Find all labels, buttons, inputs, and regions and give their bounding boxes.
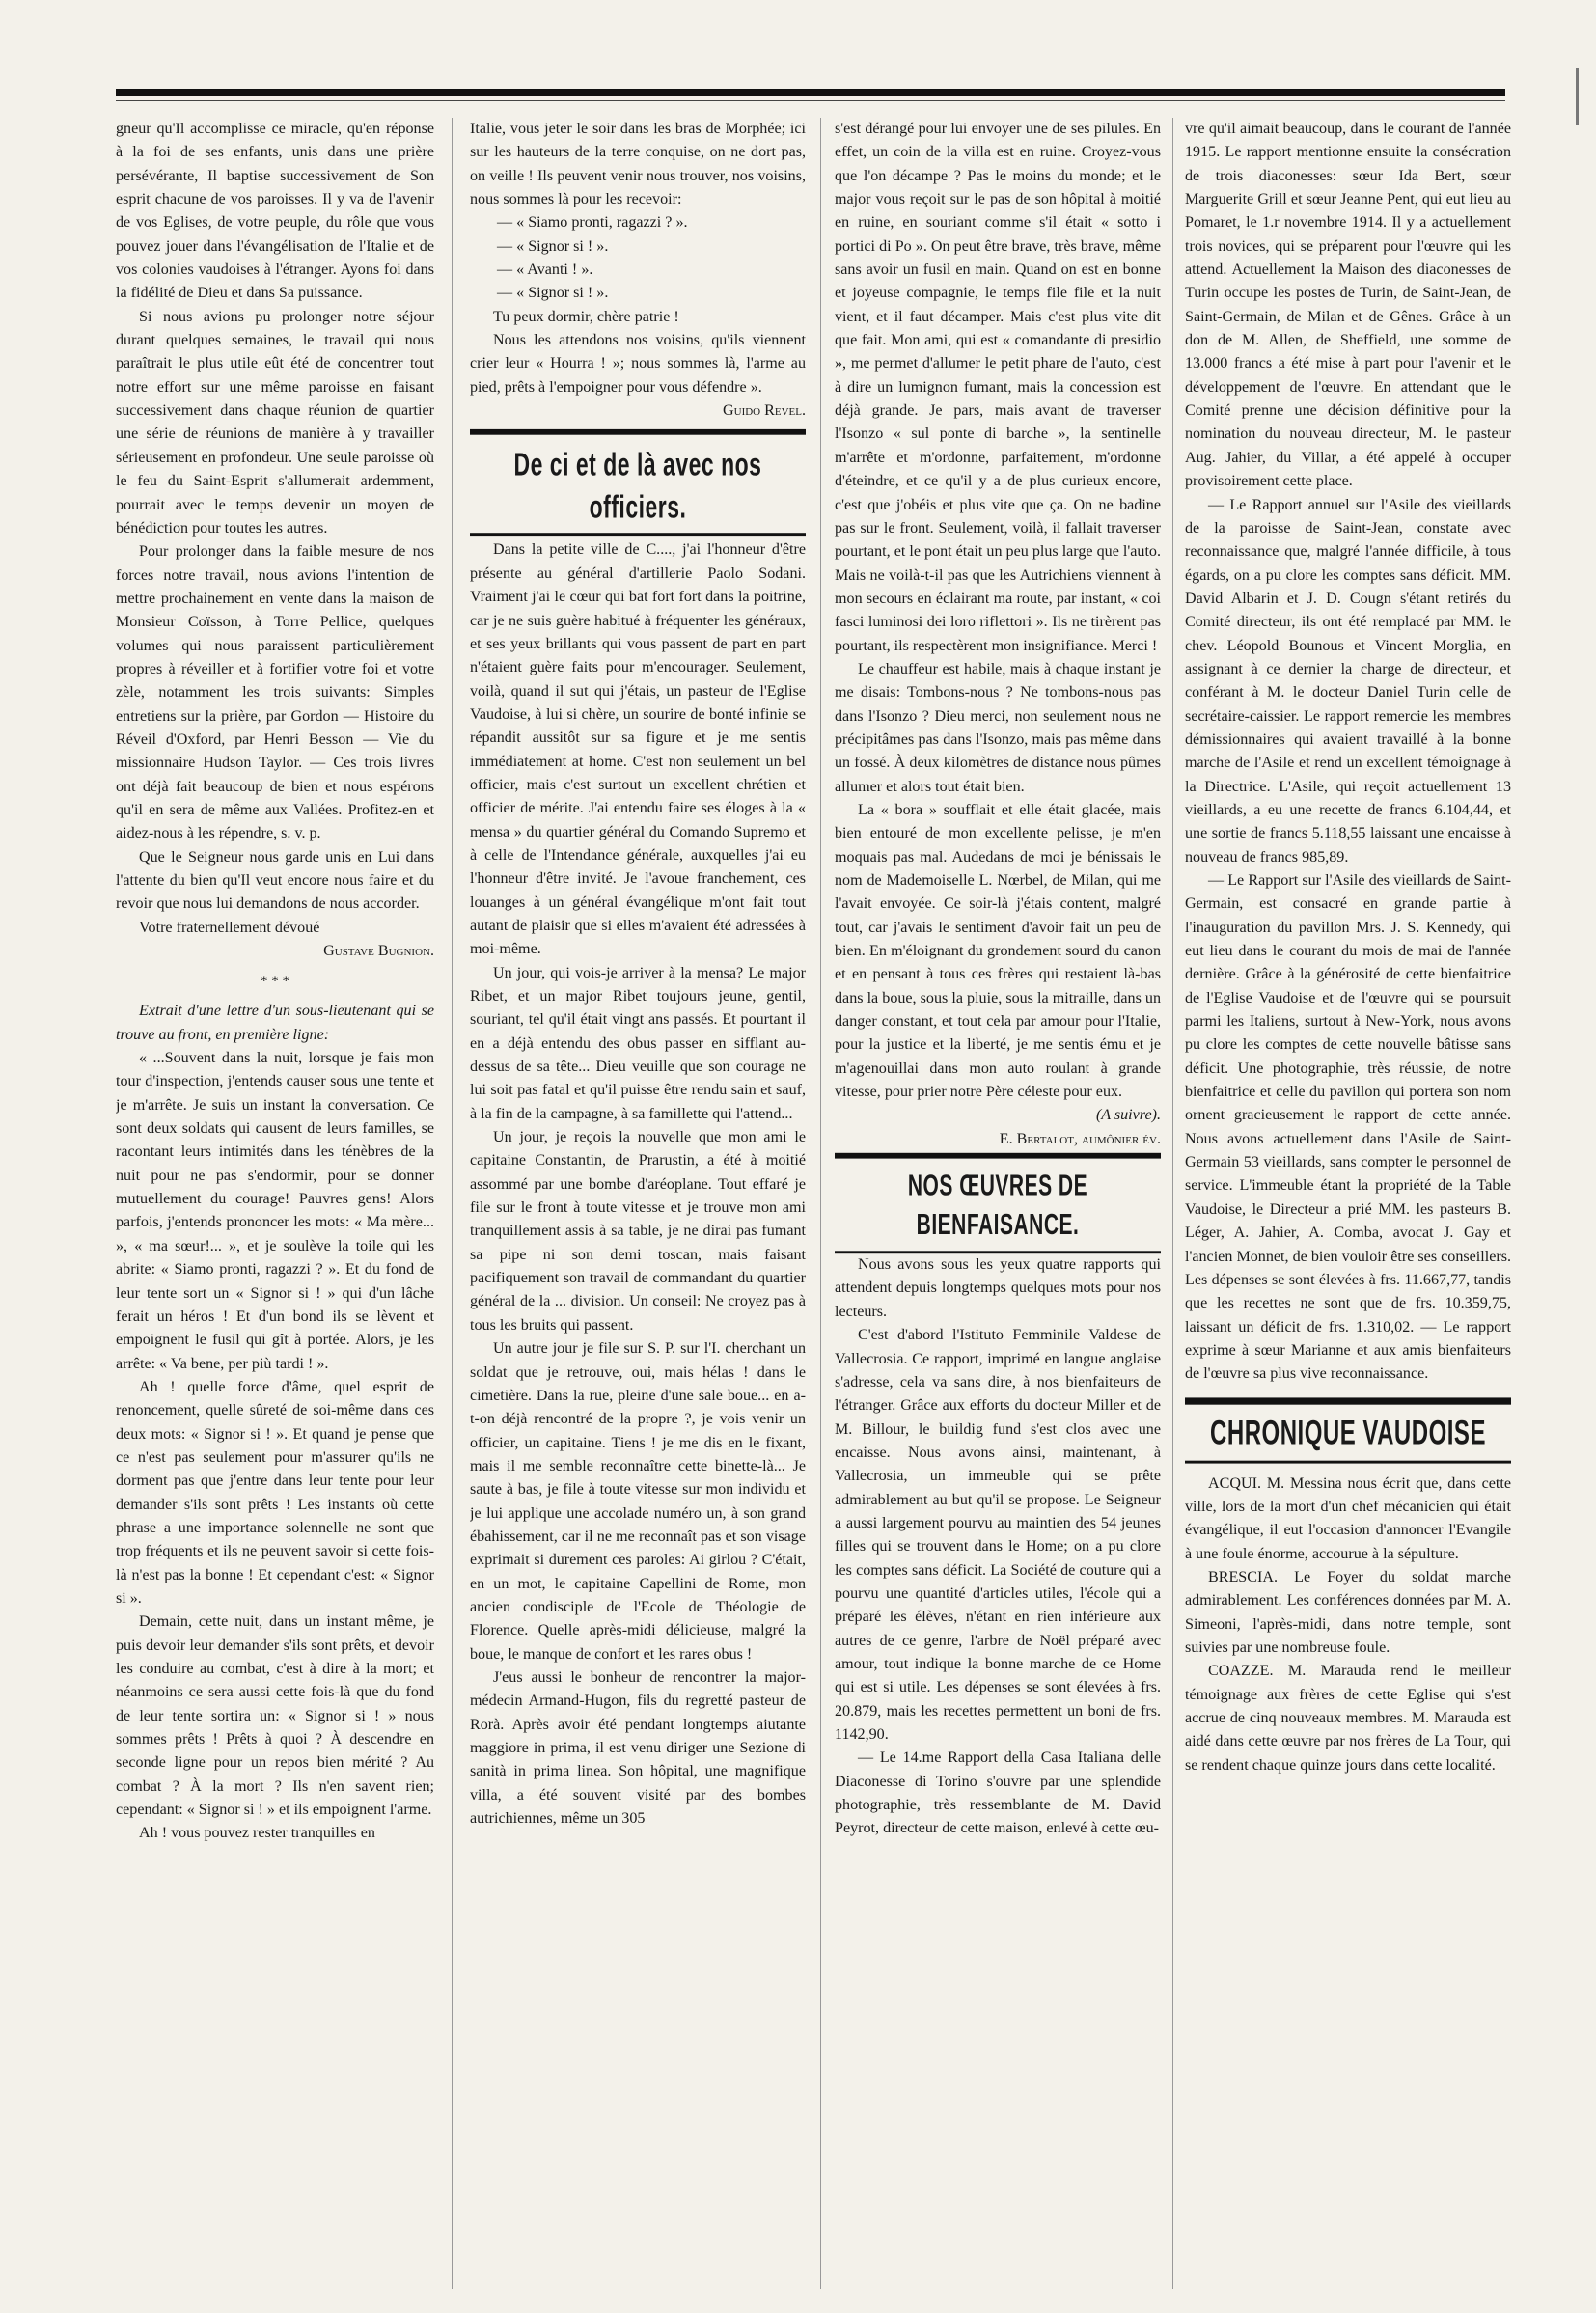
header-rule [116,89,1505,96]
paragraph: Un jour, je reçois la nouvelle que mon ami le capitaine Constantin, de Prarustin, a été à moitié assommé par une bombe d'aréoplane. Tout effaré je file sur le front à toute vitesse et je trouve mon ami tranquillement assis à sa table, je ne dirai pas fumant sa pipe ni son demi toscan, mais faisant pacifiquement son travail de commandant du quartier général de la ... division. Un conseil: Ne croyez pas à tous les bruits qui passent. [470,1129,806,1334]
paragraph: — Le Rapport sur l'Asile des vieillards de Saint-Germain, est consacré en grande partie à l'inauguration du pavillon Mrs. J. S. Kennedy, qui eut lieu dans le courant du mois de mai de l'année dernière. Grâce à la générosité de cette bienfaitrice de l'Eglise Vaudoise et de l'œuvre qui se poursuit parmi les Italiens, surtout à New-York, nous avons pu clore les comptes de cette nouvelle bâtisse sans déficit. Une photographie, très réussie, de notre bienfaitrice et celle du pavillon qui portera son nom ornent gracieusement le rapport de cette année. Nous avons actuellement dans l'Asile de Saint-Germain 53 vieillards, sans compter le personnel de service. L'immeuble étant la propriété de la Table Vaudoise, le Directeur a prié MM. les pasteurs B. Léger, A. Jahier, A. Comba, avocat J. Gay et l'ancien Monnet, de bien vouloir être ses conseillers. Les dépenses se sont élevées à frs. 11.667,77, tandis que les recettes ne sont que de frs. 10.359,75, laissant un déficit de frs. 1.310,02. — Le rapport exprime à sœur Marianne et aux amis bienfaiteurs de l'œuvre sa plus vive reconnaissance. [1185,872,1511,1383]
paragraph: Un jour, qui vois-je arriver à la mensa? Le major Ribet, et un major Ribet toujours jeune, gentil, souriant, tel qu'il était vingt ans passés. Et pourtant il en a déjà entendu des obus passer en sifflant au-dessus de sa tête... Dieu veuille que son courage ne lui soit pas fatal et qu'il puisse être rendu sain et sauf, à la fin de la campagne, à sa famillette qui l'attend... [470,964,806,1122]
paragraph: Tu peux dormir, chère patrie ! [493,308,679,325]
dialogue-line: — « Siamo pronti, ragazzi ? ». [497,214,688,232]
paragraph: Pour prolonger dans la faible mesure de nos forces notre travail, nous avions l'intention de mettre prochainement en vente dans la maison de Monsieur Coïsson, à Torre Pellice, quelques volumes qui nous paraissent particulièrement propres à réveiller et à fortifier votre foi et votre zèle, notamment les trois suivants: Simples entretiens sur la prière, par Gordon — Histoire du Réveil d'Oxford, par Henri Besson — Vie du missionnaire Hudson Taylor. — Ces trois livres ont déjà fait beaucoup de bien et nous espérons qu'il en sera de même aux Vallées. Profitez-en et aidez-nous à les répendre, s. v. p. [116,543,434,842]
paragraph: vre qu'il aimait beaucoup, dans le courant de l'année 1915. Le rapport mentionne ensuite la consécration de trois diaconesses: sœur Ida Bert, sœur Marguerite Grill et sœur Jeanne Pent, qui eut lieu au Pomaret, le 1.r novembre 1914. Il y a actuellement trois novices, qui se préparent pour l'œuvre qui les attend. Actuellement la Maison des diaconesses de Turin occupe les postes de Turin, de Saint-Jean, de Saint-Germain, de Milan et de Gênes. Grâce à un don de M. Allen, de Sheffield, une somme de 13.000 francs a été mise à part pour l'avenir et le développement de l'œuvre. En attendant que le Comité prenne une décision définitive pour la nomination du nouveau directeur, M. le pasteur Aug. Jahier, du Villar, a été appelé à occuper provisoirement cette place. [1185,121,1511,490]
paragraph: gneur qu'Il accomplisse ce miracle, qu'en réponse à la foi de ses enfants, unis dans une prière persévérante, Il baptise successivement de Son esprit chacune de vos paroisses. Il y va de l'avenir de vos Eglises, de votre peuple, du rôle que vous pouvez jouer dans l'évangélisation de l'Italie et de vos colonies vaudoises à l'étranger. Ayons foi dans la fidélité de Dieu et dans Sa puissance. [116,121,434,302]
paragraph: — Le 14.me Rapport della Casa Italiana delle Diaconesse di Torino s'ouvre par une splendide photographie, très ressemblante de M. David Peyrot, directeur de cette maison, enlevé à cette œu- [835,1749,1161,1837]
paragraph: Si nous avions pu prolonger notre séjour durant quelques semaines, le travail qui nous paraîtrait le plus utile eût été de concentrer tout notre effort sur une même paroisse en faisant successivement dans chaque réunion de quartier une série de réunions de manière à y travailler sérieusement en profondeur. Une seule paroisse où le feu du Saint-Esprit s'allumerait ardemment, pourrait avec le temps devenir un moyen de bénédiction pour toutes les autres. [116,308,434,537]
paragraph: Nous les attendons nos voisins, qu'ils viennent crier leur « Hourra ! »; nous sommes là, l'arme au pied, prêts à l'empoigner pour vous défendre ». [470,332,806,396]
paragraph: s'est dérangé pour lui envoyer une de ses pilules. En effet, un coin de la villa est en ruine. Croyez-vous que l'on décampe ? Pas le moins du monde; et le major vous reçoit sur le pas de son hôpital à moitié en ruine, en souriant comme s'il était « sotto i portici di Po ». On peut être brave, très brave, même sans avoir un fusil en main. Quand on est en bonne et joyeuse compagnie, le temps file file et la nuit vient, et il faut décamper. Mais c'est plus vite dit que fait. Mon ami, qui est « comandante di presidio », me permet d'allumer le petit phare de l'auto, c'est à dire un lumignon fumant, mais la concession est déjà grande. Je pars, mais avant de traverser l'Isonzo « sul ponte di barche », la sentinelle m'arrête et m'ordonne, parfaitement, m'ordonne d'éteindre, et ce qu'il y a de plus curieux encore, c'est que j'obéis et plus vite que ça. On ne badine pas sur le front. Seulement, voilà, il fallait traverser pourtant, et le pont était un peu plus large que l'auto. Mais ne voilà-t-il pas que les Autrichiens viennent à mon secours en éclairant ma route, par instant, « coi fasci luminosi dei loro riflettori ». Ils ne tirèrent pas pourtant, ils respectèrent mon insignifiance. Merci ! [835,121,1161,654]
paragraph: Italie, vous jeter le soir dans les bras de Morphée; ici sur les hauteurs de la terre conquise, on ne dort pas, on veille ! Ils peuvent venir nous trouver, nos voisins, nous sommes là pour les recevoir: [470,121,806,208]
news-item-acqui: ACQUI. M. Messina nous écrit que, dans cette ville, lors de la mort d'un chef mécanicien qui était évangélique, il eut l'occasion d'annoncer l'Evangile à une foule énorme, accourue à la sépulture. [1185,1474,1511,1562]
column-2 [470,118,806,2289]
paragraph: La « bora » soufflait et elle était glacée, mais bien entouré de mon excellente pelisse, je m'en moquais pas mal. Audedans de moi je bénissais le nom de Mademoiselle L. Nœrbel, de Milan, qui me l'avait envoyée. Ce soir-là j'étais content, malgré tout, car j'avais le sentiment d'avoir fait un peu de bien. En m'éloignant du grondement sourd du canon et en pensant à tous ces frères qui restaient là-bas dans la boue, sous la pluie, sous la mitraille, dans un danger constant, et tout cela par amour pour l'Italie, pour la justice et la liberté, je me sentis ému et je m'agenouillai dans mon auto roulant à grande vitesse, pour prier notre Père céleste pour eux. [835,801,1161,1101]
news-item-brescia: BRESCIA. Le Foyer du soldat marche admirablement. Les conférences données par M. A. Simeoni, l'après-midi, dans notre temple, sont suivies par une nombreuse foule. [1185,1568,1511,1656]
column-divider [820,118,821,2289]
signature: E. Bertalot, aumônier év. [999,1130,1161,1147]
dialogue-line: — « Signor si ! ». [497,237,609,255]
dialogue-line: — « Avanti ! ». [497,262,593,279]
column-3 [835,118,1161,2289]
column-divider [1172,118,1173,2289]
paragraph: Le chauffeur est habile, mais à chaque instant je me disais: Tombons-nous ? Ne tombons-nous pas dans l'Isonzo ? Dieu merci, non seulement nous ne précipitâmes pas dans l'Isonzo, mais pas même dans un fossé. À deux kilomètres de distance nous pûmes allumer et alors tout était bien. [835,660,1161,795]
section-separator: * * * [261,974,289,990]
paragraph: « ...Souvent dans la nuit, lorsque je fais mon tour d'inspection, j'entends causer sous une tente et je m'arrête. Je suis un instant la conversation. Ce sont deux soldats qui causent de leurs familles, se racontant leurs intimités dans les ténèbres de la nuit pour ne pas s'endormir, pour se donner mutuellement du courage! Pauvres gens! Alors parfois, j'entends prononcer les mots: « Ma mère... », « ma sœur!... », et je soulève la toile qui les abrite: « Siamo pronti, ragazzi ? ». Et du fond de leur tente sort un « Signor si ! » qui d'un lâche ferait un héros ! Et d'un bond ils se lèvent et empoignent le fusil qui gît à portée. Alors, je les arrête: « Va bene, per più tardi ! ». [116,1050,434,1372]
paragraph: Ah ! quelle force d'âme, quel esprit de renoncement, quelle sûreté de soi-même dans ces deux mots: « Signor si ! ». Et quand je pense que ce n'est pas seulement pour m'assurer qu'ils ne dorment pas que j'entre dans leur tente pour leur demander s'ils sont prêts ! Les instants où cette phrase a une importance solennelle ne sont que trop fréquents et ils ne peuvent savoir si cette fois-là n'est pas la bonne ! Et cependant c'est: « Signor si ». [116,1378,434,1607]
paragraph: Que le Seigneur nous garde unis en Lui dans l'attente du bien qu'Il veut encore nous faire et du revoir que nous lui demandons de nous accorder. [116,848,434,913]
paragraph: Dans la petite ville de C...., j'ai l'honneur d'être présente au général d'artillerie Paolo Sodani. Vraiment j'ai le cœur qui bat fort fort dans la poitrine, car je ne suis guère habitué à fréquenter les généraux, et ses yeux brillants qui vous passent de part en part n'étaient guère faits pour m'encourager. Seulement, voilà, quand il sut qui j'étais, un pasteur de l'Eglise Vaudoise, à lui si chère, un sourire de bonté infinie se répandit aussitôt sur sa figure et je me sentis immédiatement at home. C'est non seulement un bel officier, mais c'est surtout un excellent chrétien et officier de mérite. J'ai entendu faire ses éloges à la « mensa » du quartier général du Comando Supremo et à celle de l'Intendance générale, auxquelles j'ai eu l'honneur d'être invité. Je l'avoue franchement, ces louanges à un général évangélique m'ont fait tout autant de plaisir que si elles m'avaient été adressées à moi-même. [470,541,806,958]
paragraph: — Le Rapport annuel sur l'Asile des vieillards de la paroisse de Saint-Jean, constate avec reconnaissance que, malgré l'année difficile, à tous égards, on a pu clore les comptes sans déficit. MM. David Albarin et J. D. Cougn s'étant retirés du Comité directeur, ils ont été remplacé par MM. le chev. Léopold Bounous et Vincent Morglia, en assignant à ce dernier la charge de directeur, et conférant à M. le docteur Daniel Turin celle de secrétaire-caissier. Le rapport remercie les membres démissionnaires qui avaient travaillé à la bonne marche de l'Asile et rend un excellent témoignage à la Directrice. L'Asile, qui reçoit actuellement 13 vieillards, a eu une recette de francs 6.104,44, et une sortie de francs 5.118,55 laissant une encaisse à nouveau de francs 985,89. [1185,496,1511,866]
paragraph: Votre fraternellement dévoué [139,919,320,936]
to-be-continued: (A suivre). [1095,1107,1161,1124]
dialogue-line: — « Signor si ! ». [497,285,609,302]
column-1 [116,118,434,2289]
section-title-officiers: De ci et de là avec nos officiers. [470,429,806,536]
paragraph: Demain, cette nuit, dans un instant même, je puis devoir leur demander s'ils sont prêts, et devoir les conduire au combat, c'est à dire à la mort; et néanmoins ce sera aussi cette fois-là que du fond de leur tente sortira un: « Signor si ! » nous sommes prêts ! Prêts à quoi ? À descendre en seconde ligne pour un repos bien mérité ? Au combat ? À la mort ? Ils n'en savent rien; cependant: « Signor si ! » et ils empoignent l'arme. [116,1613,434,1819]
section-title-chronique: CHRONIQUE VAUDOISE [1185,1397,1511,1463]
letter-intro: Extrait d'une lettre d'un sous-lieutenant qui se trouve au front, en première ligne: [116,1003,434,1043]
column-divider [452,118,453,2289]
signature: Guido Revel. [723,402,806,420]
paragraph: C'est d'abord l'Istituto Femminile Valdese de Vallecrosia. Ce rapport, imprimé en langue anglaise s'adresse, cela va sans dire, à nos bienfaiteurs de l'étranger. Grâce aux efforts du docteur Miller et de M. Billour, le buildig fund s'est clos avec une encaisse. Nous avons ainsi, maintenant, à Vallecrosia, un immeuble qui se prête admirablement au but qu'il se propose. Le Seigneur a aussi largement pourvu au maintien des 54 jeunes filles qui se trouvent dans le Home; on a pu clore les comptes sans déficit. La Société de couture qui a pourvu une quantité d'articles utiles, l'école qui a préparé les élèves, n'étant en rien inférieure aux autres de ce genre, l'arbre de Noël préparé avec amour, tout indique la bonne marche de ce Home qui est si utile. Les dépenses se sont élevées à frs. 20.879, mais les recettes permettent un boni de frs. 1142,90. [835,1327,1161,1743]
column-4 [1185,118,1511,2289]
paragraph: J'eus aussi le bonheur de rencontrer la major-médecin Armand-Hugon, fils du regretté pasteur de Rorà. Après avoir été pendant longtemps aiutante maggiore in prima, il est venu diriger une Sezione di sanità in prima linea. Son hôpital, une magnifique villa, a été souvent visité par des bombes autrichiennes, même un 305 [470,1668,806,1828]
paragraph: Un autre jour je file sur S. P. sur l'I. cherchant un soldat que je retrouve, oui, mais hélas ! dans le cimetière. Dans la rue, pleine d'une sale boue... en a-t-on déjà rencontré de la propre ?, je vois venir un officier, un capitaine. Tiens ! je me dis en le fixant, mais il me semble reconnaître cette binette-là... Je saute à bas, je file à toute vitesse sur mon individu et je lui applique une accolade numéro un, à son grand ébahissement, car il ne me reconnaît pas et son visage exprimait si durement ces paroles: Ai girlou ? C'était, en un mot, le capitaine Capellini de Rome, mon ancien condisciple de l'Ecole de Théologie de Florence. Quelle après-midi délicieuse, malgré la boue, le manque de confort et les rares obus ! [470,1340,806,1663]
signature: Gustave Bugnion. [323,943,434,960]
section-title-oeuvres: NOS ŒUVRES DE BIENFAISANCE. [835,1153,1161,1253]
header-rule-thin [116,100,1505,101]
page-edge-mark [1576,68,1579,125]
news-item-coazze: COAZZE. M. Marauda rend le meilleur témoignage aux frères de cette Eglise qui s'est accrue de cinq nouveaux membres. M. Marauda est aidé dans cette œuvre par nos frères de La Tour, qui se rendent chaque quinze jours dans cette localité. [1185,1663,1511,1774]
paragraph: Ah ! vous pouvez rester tranquilles en [139,1825,375,1842]
paragraph: Nous avons sous les yeux quatre rapports qui attendent depuis longtemps quelques mots pour nos lecteurs. [835,1256,1161,1320]
